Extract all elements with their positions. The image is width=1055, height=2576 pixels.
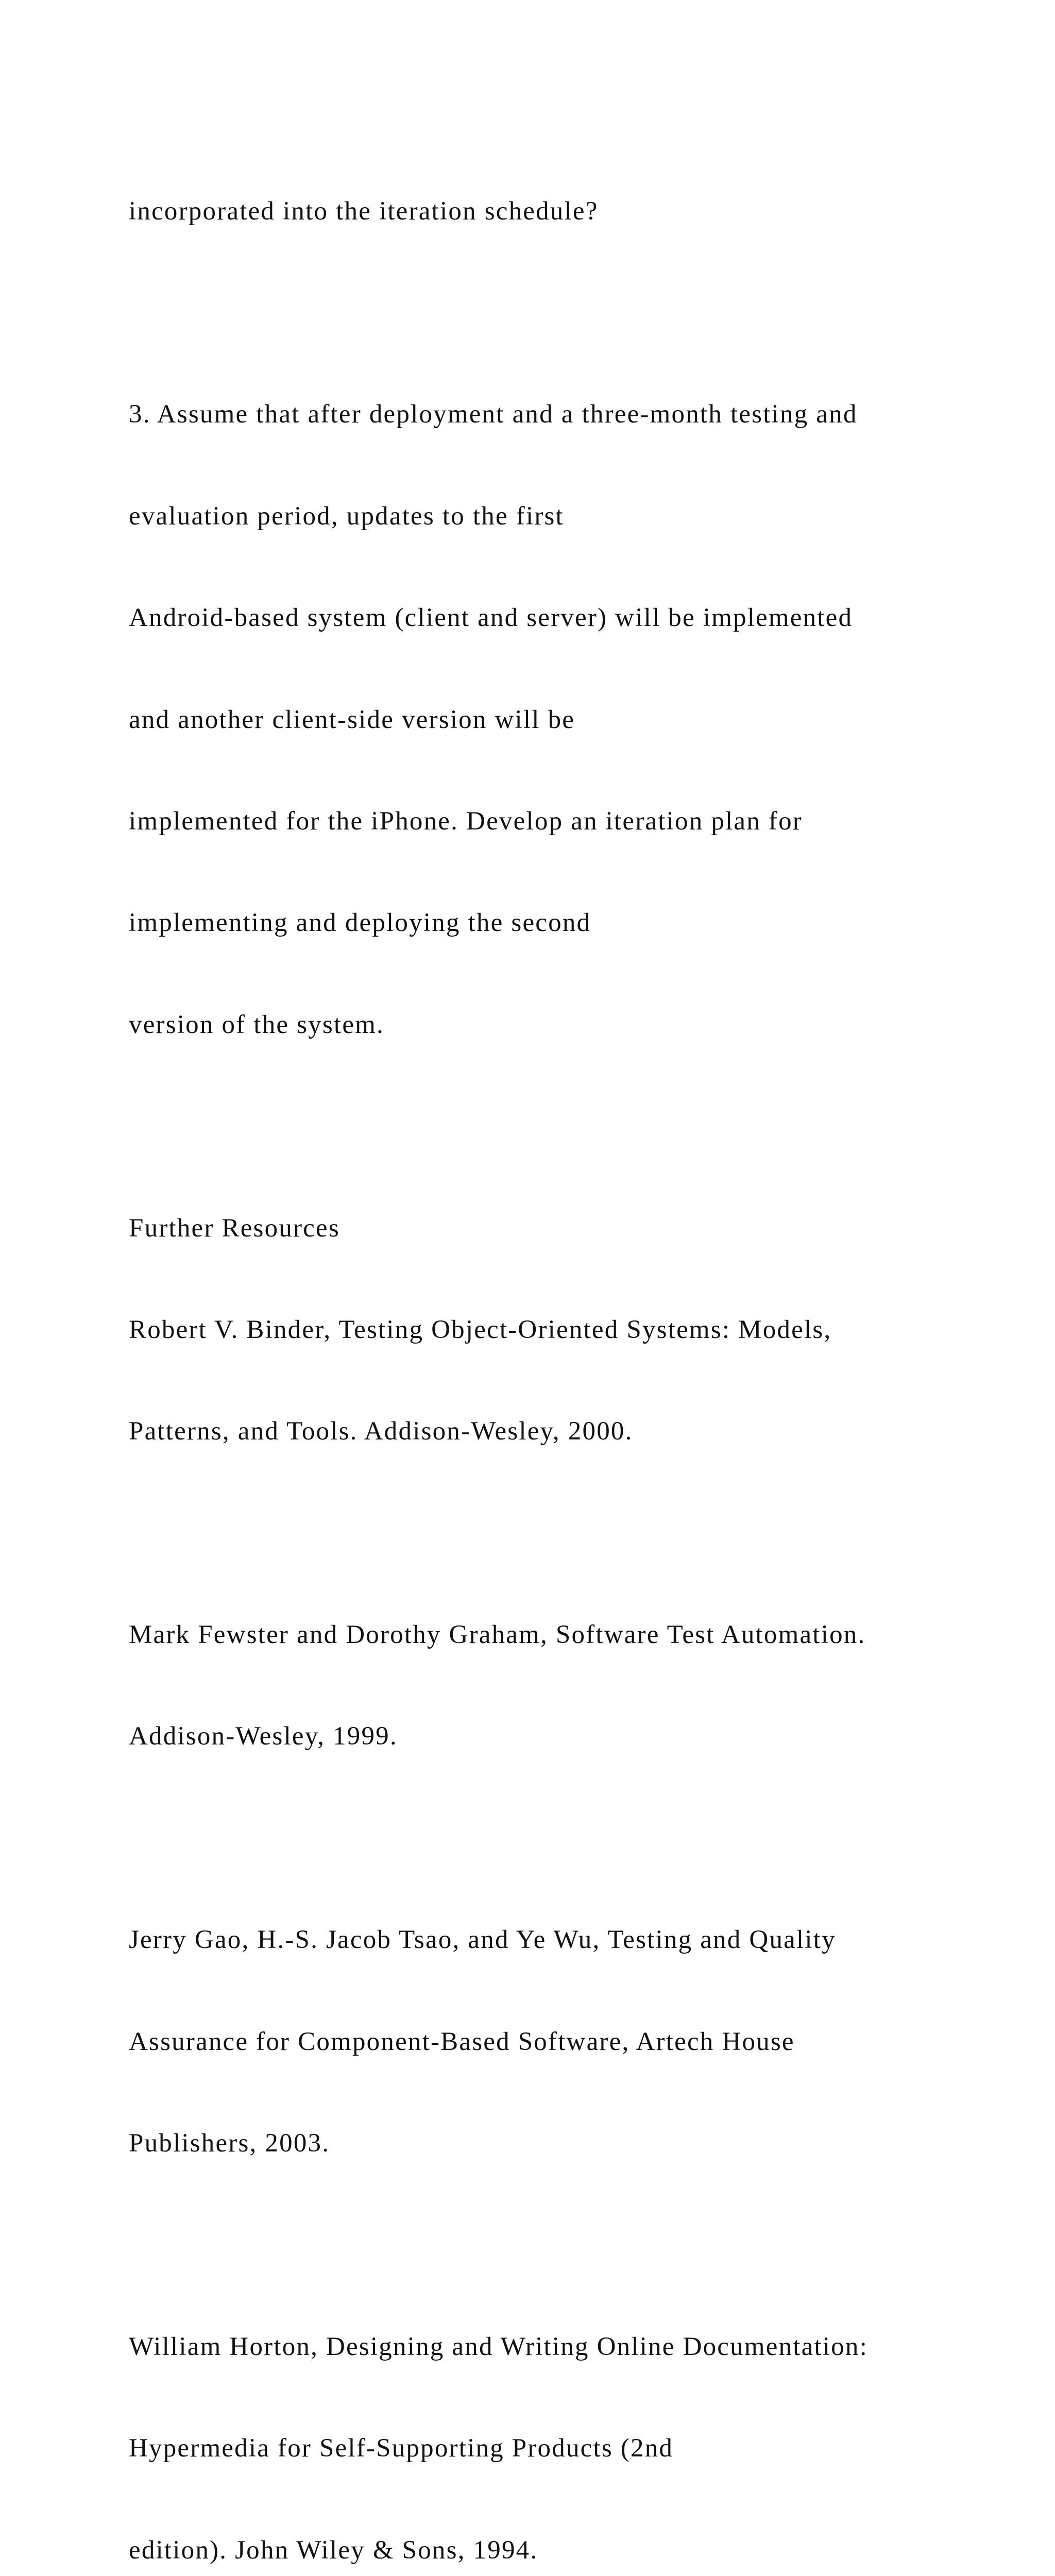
text-line: implemented for the iPhone. Develop an iteration plan for xyxy=(129,806,803,836)
reference-line: Mark Fewster and Dorothy Graham, Software Test Automation. xyxy=(129,1620,866,1650)
reference-line: William Horton, Designing and Writing Online Documentation: xyxy=(129,2332,868,2361)
reference-line: Patterns, and Tools. Addison-Wesley, 2000. xyxy=(129,1417,633,1446)
text-line: version of the system. xyxy=(129,1010,384,1039)
reference-line: Assurance for Component-Based Software, Artech House xyxy=(129,2027,795,2056)
reference-line: Jerry Gao, H.-S. Jacob Tsao, and Ye Wu, Testing and Quality xyxy=(129,1925,836,1955)
blank-line xyxy=(129,1110,984,1144)
text-line: 3. Assume that after deployment and a three-month testing and xyxy=(129,400,858,429)
reference-line: Publishers, 2003. xyxy=(129,2129,330,2158)
blank-line xyxy=(129,2228,984,2262)
text-line: and another client-side version will be xyxy=(129,705,575,734)
section-heading: Further Resources xyxy=(129,1213,340,1243)
reference-line: Robert V. Binder, Testing Object-Oriented Systems: Models, xyxy=(129,1315,832,1344)
blank-line xyxy=(129,1517,984,1551)
text-line: incorporated into the iteration schedule? xyxy=(129,196,599,226)
reference-line: Addison-Wesley, 1999. xyxy=(129,1722,398,1751)
text-line: Android-based system (client and server) will be implemented xyxy=(129,603,853,633)
text-line: evaluation period, updates to the first xyxy=(129,501,564,531)
blank-line xyxy=(129,296,984,330)
reference-line: Hypermedia for Self-Supporting Products (2nd xyxy=(129,2434,674,2463)
blank-line xyxy=(129,1822,984,1856)
document-body xyxy=(129,127,984,2576)
text-line: implementing and deploying the second xyxy=(129,908,591,938)
reference-line: edition). John Wiley & Sons, 1994. xyxy=(129,2535,538,2565)
